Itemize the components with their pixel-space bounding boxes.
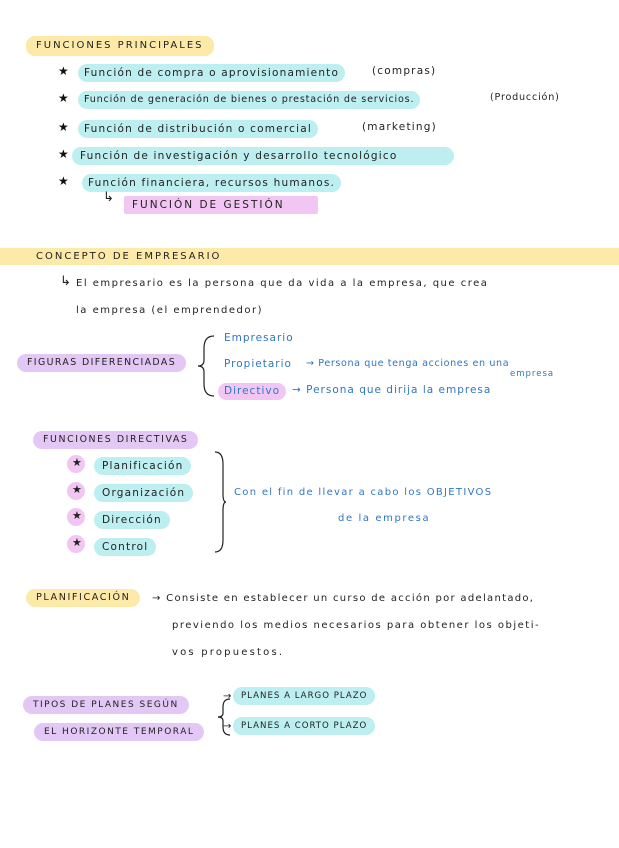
list-item-note: (marketing): [362, 121, 437, 133]
list-item: Función de investigación y desarrollo tecnológico: [72, 147, 454, 165]
planificacion-text: vos propuestos.: [172, 647, 285, 658]
arrow-icon: →: [223, 691, 232, 702]
bullet-star: ★: [67, 482, 85, 500]
figura-directivo: Directivo: [218, 383, 286, 400]
bullet-star: ★: [58, 147, 69, 161]
figura-propietario: Propietario: [224, 358, 292, 370]
figura-propietario-desc: empresa: [510, 369, 555, 379]
tipos-planes-label: TIPOS DE PLANES SEGÚN: [23, 696, 189, 714]
section-title-funciones-directivas: FUNCIONES DIRECTIVAS: [33, 431, 198, 449]
list-item: Función de distribución o comercial: [78, 120, 318, 138]
planificacion-text: → Consiste en establecer un curso de acción por adelantado,: [152, 593, 535, 604]
directiva-item: Planificación: [94, 457, 191, 475]
figura-propietario-desc: → Persona que tenga acciones en una: [306, 358, 510, 369]
definition-text: la empresa (el emprendedor): [76, 305, 263, 316]
bullet-star: ★: [67, 508, 85, 526]
list-item: Función de compra o aprovisionamiento: [78, 64, 345, 82]
figura-directivo-desc: → Persona que dirija la empresa: [292, 384, 492, 396]
bullet-star: ★: [58, 91, 69, 105]
objetivo-text: Con el fin de llevar a cabo los OBJETIVOS: [234, 487, 493, 498]
directiva-item: Organización: [94, 484, 193, 502]
bullet-star: ★: [58, 64, 69, 78]
brace-icon: [213, 450, 227, 554]
bullet-star: ★: [67, 455, 85, 473]
bullet-star: ★: [58, 120, 69, 134]
brace-icon: [196, 334, 218, 398]
planificacion-text: previendo los medios necesarios para obtener los objeti-: [172, 620, 541, 631]
directiva-item: Dirección: [94, 511, 170, 529]
bullet-star: ★: [67, 535, 85, 553]
definition-text: El empresario es la persona que da vida a la empresa, que crea: [76, 278, 489, 289]
list-item-note: (compras): [372, 65, 437, 77]
arrow-icon: ↳: [60, 274, 71, 289]
list-item: Función financiera, recursos humanos.: [82, 174, 341, 192]
gestion-label: FUNCIÓN DE GESTIÓN: [124, 196, 318, 214]
directiva-item: Control: [94, 538, 156, 556]
list-item: Función de generación de bienes o prestación de servicios.: [78, 91, 420, 109]
objetivo-text: de la empresa: [338, 513, 431, 524]
list-item-note: (Producción): [490, 92, 560, 103]
section-title-funciones-principales: FUNCIONES PRINCIPALES: [26, 36, 214, 56]
tipos-planes-label: EL HORIZONTE TEMPORAL: [34, 723, 204, 741]
figura-empresario: Empresario: [224, 332, 294, 344]
section-title-concepto-empresario: CONCEPTO DE EMPRESARIO: [0, 248, 619, 265]
figuras-label: FIGURAS DIFERENCIADAS: [17, 354, 186, 372]
plan-largo-plazo: PLANES A LARGO PLAZO: [233, 687, 375, 705]
arrow-icon: ↳: [103, 190, 114, 205]
arrow-icon: →: [223, 721, 232, 732]
bullet-star: ★: [58, 174, 69, 188]
section-title-planificacion: PLANIFICACIÓN: [26, 589, 140, 607]
plan-corto-plazo: PLANES A CORTO PLAZO: [233, 717, 375, 735]
